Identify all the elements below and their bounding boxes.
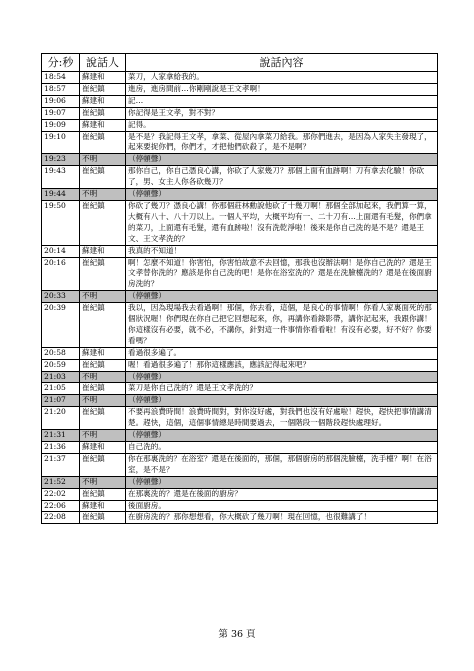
row-time: 22:08 bbox=[42, 512, 80, 524]
transcript-table bbox=[41, 53, 438, 524]
row-time: 19:10 bbox=[42, 131, 80, 154]
row-speaker: 不明 bbox=[80, 430, 126, 442]
row-speech: （停頓聲） bbox=[126, 476, 438, 488]
row-time: 22:06 bbox=[42, 500, 80, 512]
row-time: 20:16 bbox=[42, 257, 80, 291]
row-time: 21:05 bbox=[42, 383, 80, 395]
table-row bbox=[42, 245, 438, 257]
table-row bbox=[42, 395, 438, 407]
table-row bbox=[42, 154, 438, 166]
row-speech: 不要再浪費時間！浪費時間對，對你沒好處，對我們也沒有好處啦！趕快，趕快把事情講清楚。趕快，這個，這個事情總是時間要過去，一個階段一個階段趕快處理好。 bbox=[126, 407, 438, 430]
row-speaker: 蘇建和 bbox=[80, 95, 126, 107]
row-speech: 我真的不知道！ bbox=[126, 245, 438, 257]
row-speech: 那你自己，你自己憑良心講，你砍了人家幾刀？那個上面有血跡啊！刀有拿去化驗！你砍了，男、女主人你各砍幾刀？ bbox=[126, 166, 438, 189]
row-speech: （停頓聲） bbox=[126, 395, 438, 407]
row-time: 19:23 bbox=[42, 154, 80, 166]
row-speaker: 不明 bbox=[80, 395, 126, 407]
row-speech: 你在那裏洗的？在浴室？還是在後面的，那個，那個廚房的那個洗臉檯，洗手檯？啊！在浴室，是不是？ bbox=[126, 453, 438, 476]
table-row bbox=[42, 476, 438, 488]
row-speech: 啊！怎麼不知道！你害怕，你害怕故意不去回憶，那我也沒辦法啊！是你自己洗的？還是王文孝替你洗的？應該是你自己洗的吧！是你在浴室洗的？還是在洗臉檯洗的？還是在後面廚房洗的？ bbox=[126, 257, 438, 291]
row-speaker: 蘇建和 bbox=[80, 245, 126, 257]
table-row bbox=[42, 512, 438, 524]
table-row bbox=[42, 257, 438, 291]
table-row bbox=[42, 383, 438, 395]
table-row bbox=[42, 347, 438, 359]
row-time: 21:20 bbox=[42, 407, 80, 430]
row-speaker: 崔紀鎮 bbox=[80, 383, 126, 395]
page-number: 第 36 頁 bbox=[218, 629, 256, 640]
table-row bbox=[42, 189, 438, 201]
table-row bbox=[42, 83, 438, 95]
row-speech: 你記得是王文孝，對不對？ bbox=[126, 107, 438, 119]
table-row bbox=[42, 500, 438, 512]
table-row bbox=[42, 359, 438, 371]
table-row bbox=[42, 442, 438, 454]
row-speaker: 蘇建和 bbox=[80, 72, 126, 84]
row-time: 20:59 bbox=[42, 359, 80, 371]
row-speaker: 崔紀鎮 bbox=[80, 359, 126, 371]
row-time: 21:37 bbox=[42, 453, 80, 476]
row-speaker: 蘇建和 bbox=[80, 500, 126, 512]
row-speaker: 崔紀鎮 bbox=[80, 131, 126, 154]
table-row bbox=[42, 303, 438, 348]
row-speaker: 崔紀鎮 bbox=[80, 512, 126, 524]
row-time: 20:33 bbox=[42, 291, 80, 303]
header-speaker: 說話人 bbox=[80, 54, 126, 72]
table-row bbox=[42, 291, 438, 303]
table-row bbox=[42, 107, 438, 119]
row-time: 19:44 bbox=[42, 189, 80, 201]
row-speech: 喔！看過很多遍了！那你這樣應該，應該記得起來吧？ bbox=[126, 359, 438, 371]
header-content: 說話內容 bbox=[126, 54, 438, 72]
table-header-row bbox=[42, 54, 438, 72]
row-speech: 看過很多遍了。 bbox=[126, 347, 438, 359]
table-row bbox=[42, 488, 438, 500]
row-speech: 記得。 bbox=[126, 119, 438, 131]
row-time: 19:06 bbox=[42, 95, 80, 107]
row-speech: 我以，因為現場我去看過啊！那個，你去看，這個，是良心的事情啊！你看人家裏面死的那個狀況喔！你們現在你自己把它回想起來，你，再講你看錄影帶，講你記起來，我跟你講！你這樣沒有必要，就不必，不講你，針對這一件事情你看看啦！有沒有必要，好不好？你要看嗎？ bbox=[126, 303, 438, 348]
table-row bbox=[42, 200, 438, 245]
row-speaker: 崔紀鎮 bbox=[80, 200, 126, 245]
row-speaker: 崔紀鎮 bbox=[80, 303, 126, 348]
row-speaker: 不明 bbox=[80, 154, 126, 166]
row-speech: 是不是？我記得王文孝，拿菜、從屋內拿菜刀給我。那你們進去，是因為人家失主發現了，起來要捉你們，你們才，才把他們砍殺了，是不是啊？ bbox=[126, 131, 438, 154]
row-speech: （停頓聲） bbox=[126, 154, 438, 166]
row-speech: 你砍了幾刀？憑良心講！你那個莊林勳說他砍了十幾刀啊！那個全部加起來，我們算一算，大概有八十、八十刀以上。一個人平均，大概平均有一、二十刀有…上面還有毛髮，你們拿的菜刀，上面還有毛髮，還有血跡啦！沒有洗乾淨啦！後來是你自己洗的是不是？還是王文、王文孝洗的？ bbox=[126, 200, 438, 245]
row-speaker: 崔紀鎮 bbox=[80, 257, 126, 291]
row-time: 21:36 bbox=[42, 442, 80, 454]
row-speech: 在廚房洗的？那你想想看，你大概砍了幾刀啊！現在回憶，也很難講了！ bbox=[126, 512, 438, 524]
row-time: 19:09 bbox=[42, 119, 80, 131]
row-speaker: 蘇建和 bbox=[80, 347, 126, 359]
row-speech: 自己洗的。 bbox=[126, 442, 438, 454]
row-time: 20:58 bbox=[42, 347, 80, 359]
transcript-page bbox=[41, 53, 437, 524]
row-speaker: 崔紀鎮 bbox=[80, 83, 126, 95]
table-row bbox=[42, 407, 438, 430]
row-speaker: 不明 bbox=[80, 291, 126, 303]
table-row bbox=[42, 166, 438, 189]
table-row bbox=[42, 131, 438, 154]
row-speech: 後面廚房。 bbox=[126, 500, 438, 512]
row-speech: 在那裏洗的？還是在後面的廚房？ bbox=[126, 488, 438, 500]
row-time: 21:52 bbox=[42, 476, 80, 488]
table-row bbox=[42, 430, 438, 442]
row-speaker: 崔紀鎮 bbox=[80, 407, 126, 430]
row-time: 21:03 bbox=[42, 371, 80, 383]
row-speech: 菜刀，人家拿給我的。 bbox=[126, 72, 438, 84]
row-time: 19:50 bbox=[42, 200, 80, 245]
row-time: 19:07 bbox=[42, 107, 80, 119]
row-speaker: 崔紀鎮 bbox=[80, 453, 126, 476]
row-speaker: 崔紀鎮 bbox=[80, 107, 126, 119]
row-time: 22:02 bbox=[42, 488, 80, 500]
row-time: 21:31 bbox=[42, 430, 80, 442]
row-speaker: 不明 bbox=[80, 189, 126, 201]
row-time: 21:07 bbox=[42, 395, 80, 407]
row-speaker: 蘇建和 bbox=[80, 442, 126, 454]
row-time: 19:43 bbox=[42, 166, 80, 189]
header-time: 分:秒 bbox=[42, 54, 80, 72]
row-time: 18:54 bbox=[42, 72, 80, 84]
row-speech: （停頓聲） bbox=[126, 291, 438, 303]
row-speech: （停頓聲） bbox=[126, 371, 438, 383]
row-speaker: 不明 bbox=[80, 371, 126, 383]
table-row bbox=[42, 95, 438, 107]
row-speech: （停頓聲） bbox=[126, 189, 438, 201]
row-speaker: 崔紀鎮 bbox=[80, 166, 126, 189]
row-time: 20:14 bbox=[42, 245, 80, 257]
row-time: 20:39 bbox=[42, 303, 80, 348]
table-row bbox=[42, 371, 438, 383]
table-row bbox=[42, 453, 438, 476]
row-time: 18:57 bbox=[42, 83, 80, 95]
table-row bbox=[42, 119, 438, 131]
row-speaker: 崔紀鎮 bbox=[80, 488, 126, 500]
row-speech: 進房，進房間前…你剛剛說是王文孝啊！ bbox=[126, 83, 438, 95]
row-speaker: 不明 bbox=[80, 476, 126, 488]
row-speech: 記… bbox=[126, 95, 438, 107]
row-speaker: 蘇建和 bbox=[80, 119, 126, 131]
row-speech: 菜刀是你自己洗的？還是王文孝洗的？ bbox=[126, 383, 438, 395]
row-speech: （停頓聲） bbox=[126, 430, 438, 442]
table-row bbox=[42, 72, 438, 84]
